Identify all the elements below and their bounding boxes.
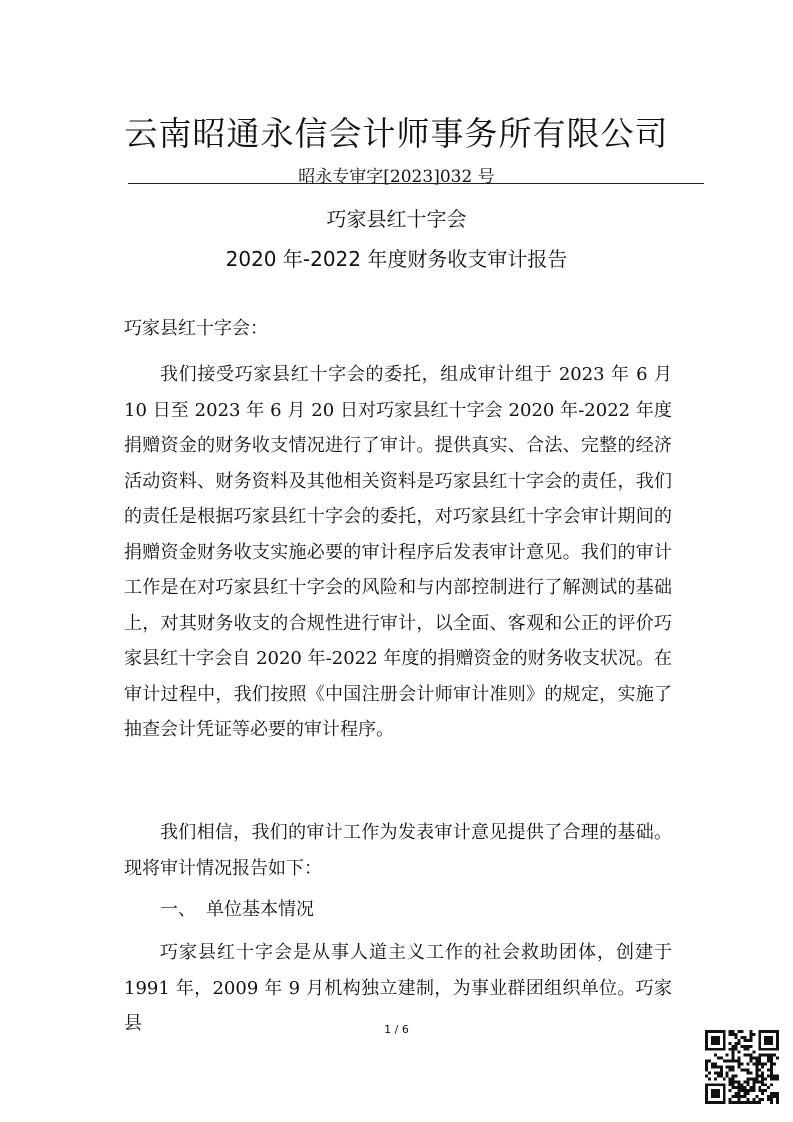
section-title: 单位基本情况 bbox=[206, 899, 314, 920]
paragraph-basic-info: 巧家县红十字会是从事人道主义工作的社会救助团体，创建于 1991 年，2009 年 9 月机构独立建制，为事业群团组织单位。巧家县 bbox=[124, 942, 672, 1034]
page-number: 1 / 6 bbox=[384, 1023, 409, 1036]
document-number: 昭永专审字[2023]032 号 bbox=[298, 167, 495, 187]
report-title-entity: 巧家县红十字会 bbox=[326, 207, 467, 231]
qr-code-icon bbox=[705, 1030, 779, 1104]
paragraph-basis: 我们相信，我们的审计工作为发表审计意见提供了合理的基础。现将审计情况报告如下： bbox=[124, 822, 672, 879]
header-divider bbox=[128, 183, 704, 184]
salutation: 巧家县红十字会： bbox=[124, 318, 268, 339]
section-number: 一、 bbox=[160, 899, 196, 920]
section-heading-basic-info bbox=[160, 895, 314, 921]
report-title-period: 2020 年-2022 年度财务收支审计报告 bbox=[225, 247, 568, 271]
paragraph-engagement: 我们接受巧家县红十字会的委托，组成审计组于 2023 年 6 月 10 日至 2023 年 6 月 20 日对巧家县红十字会 2020 年-2022 年度捐赠资金的财务收支情况进行了审计。提供真实、合法、完整的经济活动资料、财务资料及其他相关资料是巧家县红十字会的责任，我们的责任是根据巧家县红十字会的委托，对巧家县红十字会审计期间的捐赠资金财务收支实施必要的审计程序后发表审计意见。我们的审计工作是在对巧家县红十字会的风险和与内部控制进行了解测试的基础上，对其财务收支的合规性进行审计，以全面、客观和公正的评价巧家县红十字会自 2020 年-2022 年度的捐赠资金的财务收支状况。在审计过程中，我们按照《中国注册会计师审计准则》的规定，实施了抽查会计凭证等必要的审计程序。 bbox=[124, 364, 672, 740]
firm-name: 云南昭通永信会计师事务所有限公司 bbox=[124, 114, 669, 153]
